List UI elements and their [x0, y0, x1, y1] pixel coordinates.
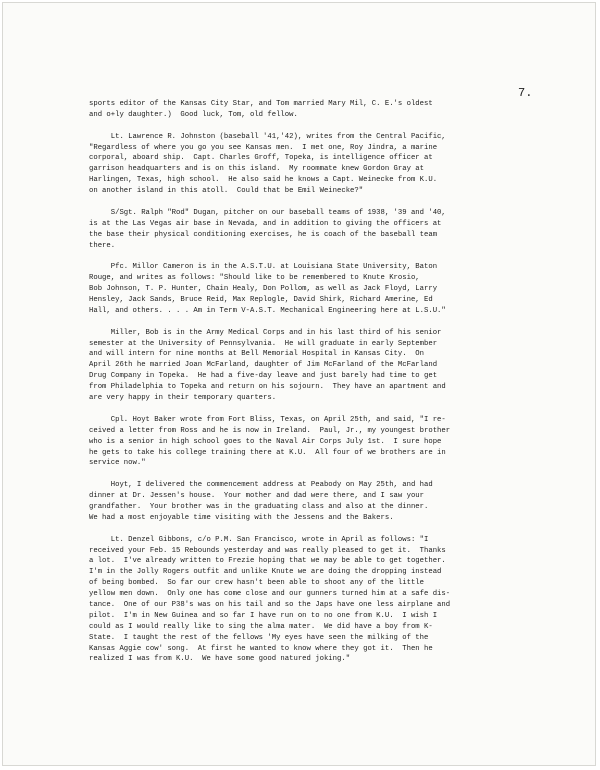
text-line: tance. One of our P38's was on his tail and so the Japs have one less airplane and — [89, 600, 451, 609]
text-line: sports editor of the Kansas City Star, and Tom married Mary Mil, C. E.'s oldest — [89, 100, 433, 108]
text-line: he gets to take his college training there at K.U. All four of we brothers are in — [89, 448, 446, 457]
text-line: S/Sgt. Ralph "Rod" Dugan, pitcher on our baseball teams of 1938, '39 and '40, — [89, 208, 446, 217]
text-line: service now." — [89, 459, 146, 468]
text-line: corporal, aboard ship. Capt. Charles Groff, Topeka, is intelligence officer at — [89, 154, 433, 163]
text-line: Lt. Lawrence R. Johnston (baseball '41,'42), writes from the Central Pacific, — [89, 132, 446, 141]
text-line: "Regardless of where you go you see Kansas men. I met one, Roy Jindra, a marine — [89, 143, 438, 152]
text-line: We had a most enjoyable time visiting with the Jessens and the Bakers. — [89, 513, 394, 522]
text-line: Harlingen, Texas, high school. He also said he knows a Capt. Weinecke from K.U. — [89, 176, 438, 185]
text-line: who is a senior in high school goes to the Naval Air Corps July 1st. I sure hope — [89, 437, 442, 446]
text-line: a lot. I've already written to Frezie hoping that we may be able to get together. — [89, 557, 446, 566]
text-line: of being bombed. So far our crew hasn't been able to shoot any of the little — [89, 579, 425, 588]
text-line: State. I taught the rest of the fellows 'My eyes have seen the milking of the — [89, 633, 429, 642]
text-line: pilot. I'm in New Guinea and so far I have run on to no one from K.U. I wish I — [89, 611, 438, 620]
page-number: 7. — [518, 86, 533, 100]
text-line: April 26th he married Joan McFarland, daughter of Jim McFarland of the McFarland — [89, 361, 438, 370]
text-line: semester at the University of Pennsylvania. He will graduate in early September — [89, 339, 438, 348]
text-line: Miller, Bob is in the Army Medical Corps and in his last third of his senior — [89, 328, 442, 337]
text-line: from Philadelphia to Topeka and return on his sojourn. They have an apartment and — [89, 383, 446, 392]
text-line: is at the Las Vegas air base in Nevada, and in addition to giving the officers at — [89, 219, 442, 228]
text-line: Cpl. Hoyt Baker wrote from Fort Bliss, Texas, on April 25th, and said, "I re- — [89, 415, 446, 424]
text-line: Hall, and others. . . . Am in Term V-A.S.T. Mechanical Engineering here at L.S.U." — [89, 306, 446, 315]
paragraph-6 — [89, 415, 525, 469]
text-line: and o+ly daughter.) Good luck, Tom, old fellow. — [89, 110, 298, 119]
paragraph-4 — [89, 262, 525, 316]
text-line: dinner at Dr. Jessen's house. Your mother and dad were there, and I saw your — [89, 492, 425, 501]
text-line: ceived a letter from Ross and he is now in Ireland. Paul, Jr., my youngest brother — [89, 426, 451, 435]
text-line: received your Feb. 15 Rebounds yesterday and was really pleased to get it. Thanks — [89, 546, 446, 555]
paragraph-2 — [89, 132, 525, 197]
text-line: Kansas Aggie cow' song. At first he wanted to know where they got it. Then he — [89, 644, 433, 653]
text-line: Drug Company in Topeka. He had a five-day leave and just barely had time to get — [89, 372, 438, 381]
text-line: Bob Johnson, T. P. Hunter, Chain Healy, Don Pollom, as well as Jack Floyd, Larry — [89, 285, 438, 294]
paragraph-7 — [89, 480, 525, 524]
text-line: the base their physical conditioning exercises, he is coach of the baseball team — [89, 230, 438, 239]
text-line: grandfather. Your brother was in the graduating class and also at the dinner. — [89, 502, 429, 511]
text-line: and will intern for nine months at Bell Memorial Hospital in Kansas City. On — [89, 350, 425, 359]
paragraph-5 — [89, 328, 525, 404]
text-line: on another island in this atoll. Could that be Emil Weinecke?" — [89, 187, 364, 196]
paragraph-1 — [89, 99, 525, 121]
text-line: could as I would really like to sing the alma mater. We did have a boy from K- — [89, 622, 433, 631]
paragraph-8 — [89, 535, 525, 666]
text-line: Pfc. Millor Cameron is in the A.S.T.U. at Louisiana State University, Baton — [89, 263, 438, 272]
text-line: Lt. Denzel Gibbons, c/o P.M. San Francisco, wrote in April as follows: "I — [89, 535, 429, 544]
text-line: garrison headquarters and is on this island. My roommate knew Gordon Gray at — [89, 165, 425, 174]
text-line: Hoyt, I delivered the commencement address at Peabody on May 25th, and had — [89, 481, 433, 490]
letter-body — [89, 99, 525, 676]
text-line: there. — [89, 241, 116, 250]
text-line: Hensley, Jack Sands, Bruce Reid, Max Replogle, David Shirk, Richard Amerine, Ed — [89, 296, 433, 305]
paragraph-3 — [89, 208, 525, 252]
document-page — [2, 2, 596, 766]
text-line: realized I was from K.U. We have some good natured joking." — [89, 655, 351, 664]
text-line: yellow men down. Only one has come close and our gunners turned him at a safe dis- — [89, 590, 451, 599]
text-line: are very happy in their temporary quarters. — [89, 394, 277, 403]
text-line: Rouge, and writes as follows: "Should like to be remembered to Knute Krosio, — [89, 274, 420, 283]
text-line: I'm in the Jolly Rogers outfit and unlike Knute we are doing the dropping instead — [89, 568, 442, 577]
